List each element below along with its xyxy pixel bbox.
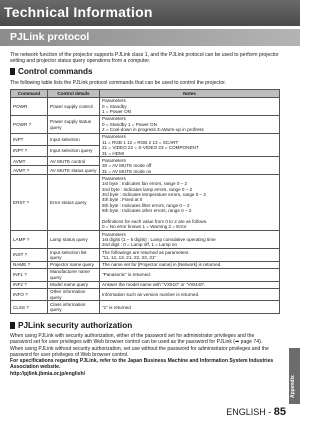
table-row [11,301,280,314]
control-details-cell: AV MUTE status query [48,166,100,175]
page-number [226,406,286,418]
page-title: Technical Information [4,4,153,20]
command-cell: POWR ? [11,116,48,134]
control-details-cell: Input selection [48,134,100,146]
command-cell: INF2 ? [11,281,48,288]
table-header-command: Command [11,90,48,98]
notes-cell: Parameters 0 = Standby 1 = Power ON [100,98,280,116]
command-cell: ERST ? [11,175,48,231]
section-banner [0,29,300,46]
notes-text: Parameters [102,157,126,163]
command-cell: LAMP ? [11,231,48,249]
intro-paragraph: The network function of the projector supports PJLink class 1, and the PJLink protocol can be used to perform projector setting and projector status query operations from a computer. [10,52,279,65]
security-heading-text: PJLink security authorization [18,321,133,330]
table-row [11,231,280,249]
command-cell: INFO ? [11,288,48,301]
notes-cell: "Panasonic" is returned. [100,269,280,282]
table-row [11,281,280,288]
table-row [11,249,280,262]
table-row [11,269,280,282]
table-header-details: Control details [48,90,100,98]
notes-cell: The name set for [Projector name] in [Network] is returned. [100,261,280,268]
heading-square-icon [10,68,15,75]
notes-cell: "1" is returned [100,301,280,314]
notes-cell: Parameters 1st byte : Indicates fan errors, range 0 – 2 2nd byte : Indicates lamp errors, range 0 – 2 3rd byte : Indicates temperature errors, range 0 – 2 4th byte : Fixed at 0 5th byte : Indicates filter errors, range 0 – 2 6th byte : Indicates other errors, range 0 – 2 Definitions for each value from 0 to 2 are as follows. 0 = No error known 1 = Warning 2 = Error [100,175,280,231]
security-url: http://pjlink.jbmia.or.jp/english/ [10,370,85,377]
table-row [11,288,280,301]
notes-cell: Information such as version number is returned. [100,288,280,301]
security-paragraph [10,333,276,377]
control-details-cell: Manufacturer name query [48,269,100,282]
command-cell: AVMT ? [11,166,48,175]
table-row [11,261,280,268]
control-details-cell: Power supply status query [48,116,100,134]
control-details-cell: Power supply control [48,98,100,116]
appendix-tab-label: Appendix [290,375,296,398]
notes-text: 30 = AV MUTE mode off 31 = AV MUTE mode on [102,163,152,174]
page-title-bar [0,0,300,26]
notes-cell [100,134,280,157]
table-row [11,175,280,231]
page-number-value: 85 [273,406,286,418]
notes-cell: Parameters 1st digits (1 – 5 digits) : Lamp cumulative operating time 2nd digit : 0 = Lamp off, 1 = Lamp on [100,231,280,249]
notes-text: Parameters [102,134,126,140]
table-header-row [11,90,280,98]
notes-cell: The followings are returned as parameters. "11, 12, 13, 21, 22, 23, 31" [100,249,280,262]
control-details-cell: Other information query [48,288,100,301]
table-row [11,116,280,134]
pjlink-command-table [10,89,280,314]
control-details-cell: Model name query [48,281,100,288]
command-cell: POWR [11,98,48,116]
table-row [11,157,280,166]
control-details-cell: Input selection query [48,145,100,157]
command-cell: NAME ? [11,261,48,268]
control-details-cell: Class information query [48,301,100,314]
security-body: When using PJLink with security authorization, either of the password set for administrator privileges and the password set for user privileges with Web browser control can be used as the password for PJLink (➡ page 74). When using PJLink without security authorization, set use without the password for administrator privileges and the password for user privileges of Web browser control. [10,333,269,358]
notes-text: 11 = RGB 1 12 = RGB 2 13 = SCART 21 = VIDEO 22 = S-VIDEO 23 = COMPONENT 31 = HDMI [102,139,199,156]
control-details-cell: AV MUTE control [48,157,100,166]
control-details-cell: Input selection list query [48,249,100,262]
control-commands-heading-text: Control commands [18,67,93,76]
command-cell: INPT [11,134,48,146]
table-body [11,98,280,314]
security-spec-note: For specifications regarding PJLink, refer to the Japan Business Machine and Information System Industries Association website. [10,358,274,371]
notes-cell: Parameters 0 = Standby 1 = Power ON 2 = Cool-down in progress 3=Warm-up in profress [100,116,280,134]
notes-cell [100,157,280,175]
command-cell: AVMT [11,157,48,166]
command-cell: INPT ? [11,145,48,157]
control-details-cell: Projector name query [48,261,100,268]
control-commands-heading [10,67,93,76]
control-details-cell: Lamp status query [48,231,100,249]
command-cell: INF1 ? [11,269,48,282]
table-header-notes: Notes [100,90,280,98]
appendix-side-tab [289,348,300,404]
command-cell: CLSS ? [11,301,48,314]
table-row [11,98,280,116]
security-heading [10,321,132,330]
table-row [11,134,280,146]
section-title: PJLink protocol [10,31,90,43]
page-number-prefix: ENGLISH - [226,407,274,417]
notes-cell: Answer the model name with "VX510" or "VW440". [100,281,280,288]
control-commands-intro: The following table lists the PJLink protocol commands that can be used to control the projector. [10,80,227,86]
command-cell: INST ? [11,249,48,262]
control-details-cell: Error status query [48,175,100,231]
heading-square-icon [10,322,15,329]
